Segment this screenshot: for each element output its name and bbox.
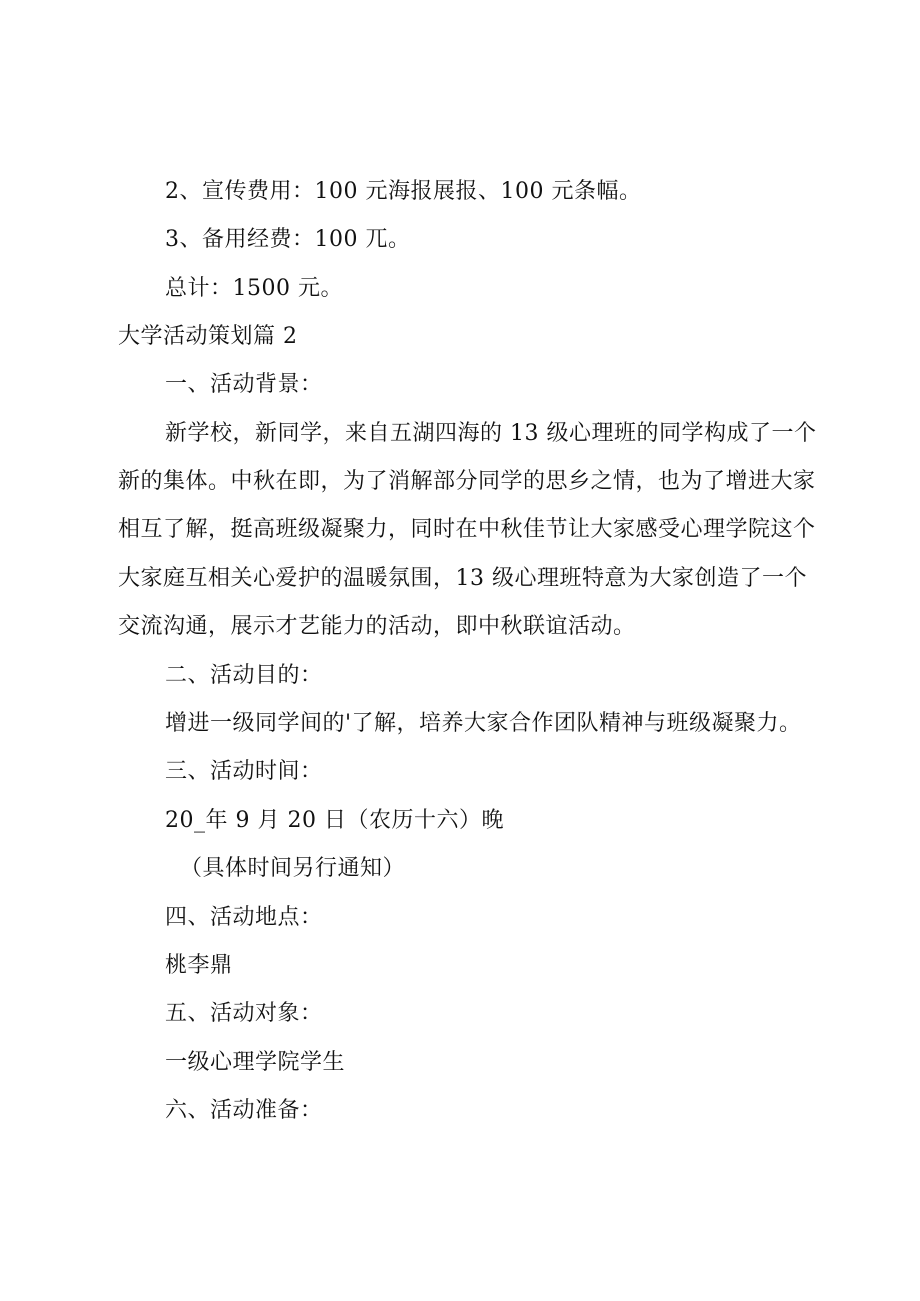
background-paragraph-line-3: 相互了解，挺高班级凝聚力，同时在中秋佳节让大家感受心理学院这个: [118, 517, 816, 542]
background-heading: 一、活动背景：: [165, 372, 323, 397]
background-paragraph-line-5: 交流沟通，展示才艺能力的活动，即中秋联谊活动。: [118, 614, 636, 639]
budget-item-reserve: 3、备用经费：100 兀。: [165, 227, 411, 252]
audience-text: 一级心理学院学生: [165, 1050, 346, 1075]
location-text: 桃李鼎: [165, 953, 233, 978]
background-paragraph-line-1: 新学校，新同学，来自五湖四海的 13 级心理班的同学构成了一个: [165, 421, 817, 446]
time-heading: 三、活动时间：: [165, 759, 323, 784]
purpose-heading: 二、活动目的：: [165, 663, 323, 688]
time-text: 20_年 9 月 20 日（农历十六）晚: [165, 808, 504, 833]
background-paragraph-line-2: 新的集体。中秋在即，为了消解部分同学的思乡之情，也为了增进大家: [118, 469, 816, 494]
background-paragraph-line-4: 大家庭互相关心爱护的温暖氛围，13 级心理班特意为大家创造了一个: [118, 566, 807, 591]
budget-total: 总计：1500 元。: [165, 276, 343, 301]
time-note: （具体时间另行通知）: [180, 856, 406, 881]
section-title: 大学活动策划篇 2: [118, 324, 298, 349]
preparation-heading: 六、活动准备：: [165, 1098, 323, 1123]
location-heading: 四、活动地点：: [165, 905, 323, 930]
audience-heading: 五、活动对象：: [165, 1001, 323, 1026]
budget-item-promotion: 2、宣传费用：100 元海报展报、100 元条幅。: [165, 179, 642, 204]
purpose-text: 增进一级同学间的'了解，培养大家合作团队精神与班级凝聚力。: [165, 711, 802, 736]
